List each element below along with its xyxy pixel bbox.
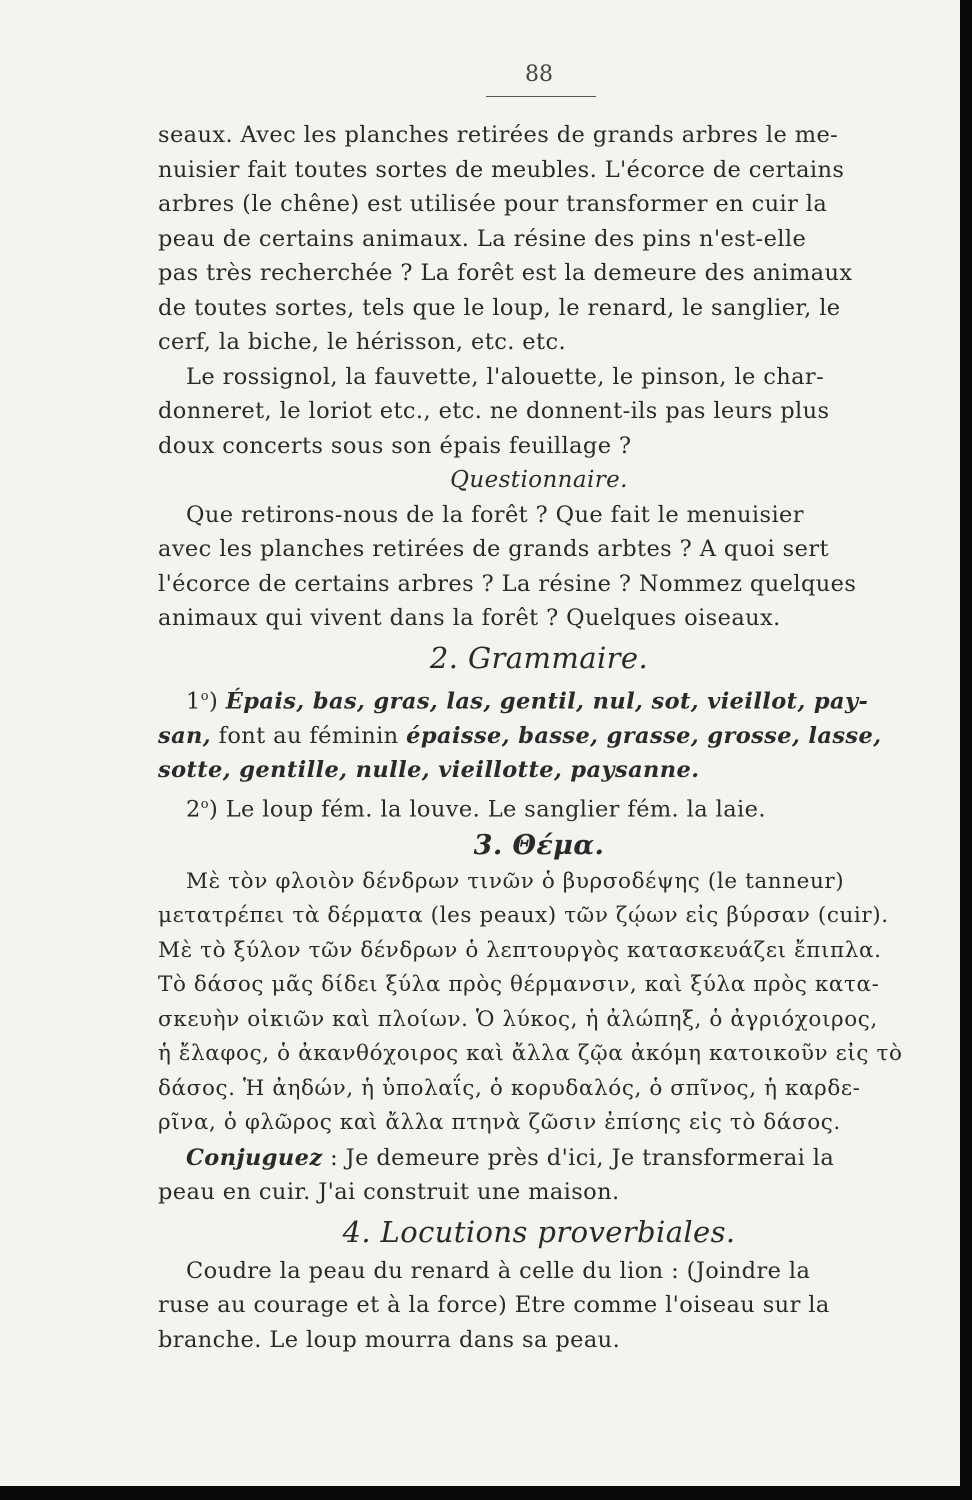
reading-line: nuisier fait toutes sortes de meubles. L'écorce de certains <box>158 156 845 183</box>
adjective-list: Épais, bas, gras, las, gentil, nul, sot, vieillot, pay- <box>225 688 869 714</box>
conjugaison-line <box>158 1141 920 1176</box>
greek-line: μετατρέπει τὰ δέρματα (les peaux) τῶν ζῴων εἰς βύρσαν (cuir). <box>158 903 889 928</box>
rule-text: font au féminin <box>211 722 407 749</box>
locution-line: ruse au courage et à la force) Etre comme l'oiseau sur la <box>158 1292 830 1318</box>
question-line: Que retirons-nous de la forêt ? Que fait le menuisier <box>186 501 804 528</box>
question-line: animaux qui vivent dans la forêt ? Quelques oiseaux. <box>158 605 781 631</box>
thema-title: 3. Θέμα. <box>473 829 605 861</box>
reading-line: arbres (le chêne) est utilisée pour transformer en cuir la <box>158 191 828 217</box>
greek-line: Μὲ τὸ ξύλον τῶν δένδρων ὁ λεπτουργὸς κατασκευάζει ἔπιπλα. <box>158 937 882 963</box>
conjugaison-text: : Je demeure près d'ici, Je transformerai la <box>322 1144 835 1171</box>
grammar-rule-1: 1$^o$) Épais, bas, gras, las, gentil, nul, sot, vieillot, pay- <box>186 688 869 714</box>
rule-number-sup: o <box>200 688 209 704</box>
grammaire-title: 2. Grammaire. <box>429 640 649 675</box>
feminine-forms: épaisse, basse, grasse, grosse, lasse, <box>406 722 882 749</box>
reading-line: seaux. Avec les planches retirées de grands arbres le me- <box>158 122 839 148</box>
reading-line: pas très recherchée ? La forêt est la demeure des animaux <box>158 260 853 286</box>
reading-line: donneret, le loriot etc., etc. ne donnent-ils pas leurs plus <box>158 398 830 424</box>
greek-line: ρῖνα, ὁ φλῶρος καὶ ἄλλα πτηνὰ ζῶσιν ἐπίσης εἰς τὸ δάσος. <box>158 1110 841 1135</box>
locutions-title: 4. Locutions proverbiales. <box>342 1214 736 1249</box>
reading-line: cerf, la biche, le hérisson, etc. etc. <box>158 329 567 355</box>
question-line: l'écorce de certains arbres ? La résine ? Nommez quelques <box>158 570 857 597</box>
greek-line: δάσος. Ἡ ἀηδών, ἡ ὑπολαΐς, ὁ κορυδαλός, ὁ σπῖνος, ἡ καρδε- <box>158 1075 861 1101</box>
rule-number: 2 <box>186 796 201 822</box>
scan-edge-right <box>960 0 972 1500</box>
greek-line: ἡ ἔλαφος, ὁ ἀκανθόχοιρος καὶ ἄλλα ζῷα ἀκόμη κατοικοῦν εἰς τὸ <box>158 1041 903 1066</box>
page-number: 88 <box>525 62 553 87</box>
conjugaison-label: Conjuguez <box>186 1144 323 1171</box>
rule-number: 1 <box>186 688 201 714</box>
feminine-forms-cont: sotte, gentille, nulle, vieillotte, paysanne. <box>158 757 700 783</box>
adjective-cont: san, <box>158 722 212 749</box>
rule-number-sup: o <box>200 796 209 812</box>
greek-line: σκευὴν οἰκιῶν καὶ πλοίων. Ὁ λύκος, ἡ ἀλώπηξ, ὁ ἀγριόχοιρος, <box>158 1006 878 1032</box>
greek-line: Μὲ τὸν φλοιὸν δένδρων τινῶν ὁ βυρσοδέψης (le tanneur) <box>186 868 845 894</box>
grammar-rule-2: 2$^o$) Le loup fém. la louve. Le sanglier fém. la laie. <box>186 796 766 822</box>
questionnaire-title: Questionnaire. <box>450 467 628 493</box>
reading-line: Le rossignol, la fauvette, l'alouette, le pinson, le char- <box>186 363 825 390</box>
reading-line: de toutes sortes, tels que le loup, le renard, le sanglier, le <box>158 294 841 321</box>
rule-text: Le loup fém. la louve. Le sanglier fém. la laie. <box>218 796 766 822</box>
reading-line: doux concerts sous son épais feuillage ? <box>158 432 632 459</box>
page-text <box>158 118 920 1357</box>
grammar-rule-1-cont <box>158 719 920 754</box>
question-line: avec les planches retirées de grands arbtes ? A quoi sert <box>158 536 829 562</box>
greek-line: Τὸ δάσος μᾶς δίδει ξύλα πρὸς θέρμανσιν, καὶ ξύλα πρὸς κατα- <box>158 972 880 997</box>
header-rule <box>486 96 596 97</box>
reading-line: peau de certains animaux. La résine des pins n'est-elle <box>158 225 807 252</box>
locution-line: branche. Le loup mourra dans sa peau. <box>158 1326 621 1353</box>
locution-line: Coudre la peau du renard à celle du lion : (Joindre la <box>186 1257 811 1284</box>
scan-edge-bottom <box>0 1486 972 1500</box>
conjugaison-line: peau en cuir. J'ai construit une maison. <box>158 1179 620 1205</box>
